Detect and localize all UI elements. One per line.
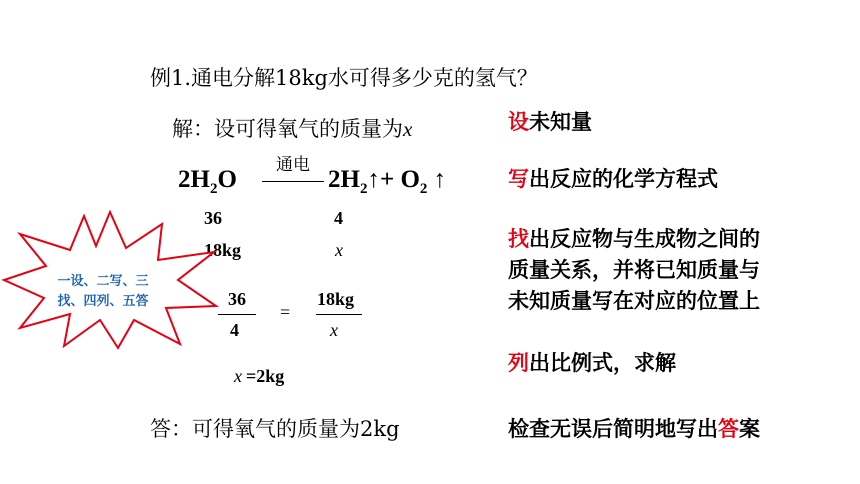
given-right: x <box>335 240 343 260</box>
chemical-equation-reactant: $2H_2O$ <box>178 166 237 197</box>
ratio-left: 36 <box>204 208 222 228</box>
step-set-unknown: 设未知量 <box>508 110 592 134</box>
reaction-arrow-line <box>262 181 324 182</box>
reaction-condition: 通电 <box>262 150 324 182</box>
given-left: 18kg <box>204 240 242 260</box>
proportion-num-left: 36 <box>228 289 246 309</box>
step-write-answer: 检查无误后简明地写出答案 <box>508 417 760 441</box>
result-line <box>234 366 284 387</box>
proportion-equals: = <box>280 302 291 322</box>
solution-prefix: 解：设可得氧气的质量为 <box>172 117 403 141</box>
solution-variable: x <box>403 117 413 141</box>
problem-title: 例1.通电分解18kg水可得多少克的氢气？ <box>150 66 538 90</box>
proportion-den-right: x <box>330 320 338 340</box>
step-write-equation: 写出反应的化学方程式 <box>508 167 718 191</box>
answer-line: 答：可得氧气的质量为2kg <box>150 417 400 441</box>
fraction-bar-right <box>316 314 362 315</box>
chemical-equation-products: $2H_2↑+ O_2$ ↑ <box>328 166 447 197</box>
proportion-num-right: 18kg <box>317 289 355 309</box>
ratio-right: 4 <box>334 208 343 228</box>
fraction-bar-left <box>218 314 256 315</box>
starburst-text: 一设、二写、三 找、四列、五答 <box>57 274 149 309</box>
step-find-relation: 找出反应物与生成物之间的 质量关系，并将已知质量与 未知质量写在对应的位置上 <box>508 227 760 313</box>
proportion-den-left: 4 <box>230 320 239 340</box>
result-value: =2kg <box>246 366 285 386</box>
solution-setup <box>172 113 412 143</box>
step-list-proportion: 列出比例式，求解 <box>508 351 676 375</box>
result-variable: x <box>234 366 242 386</box>
